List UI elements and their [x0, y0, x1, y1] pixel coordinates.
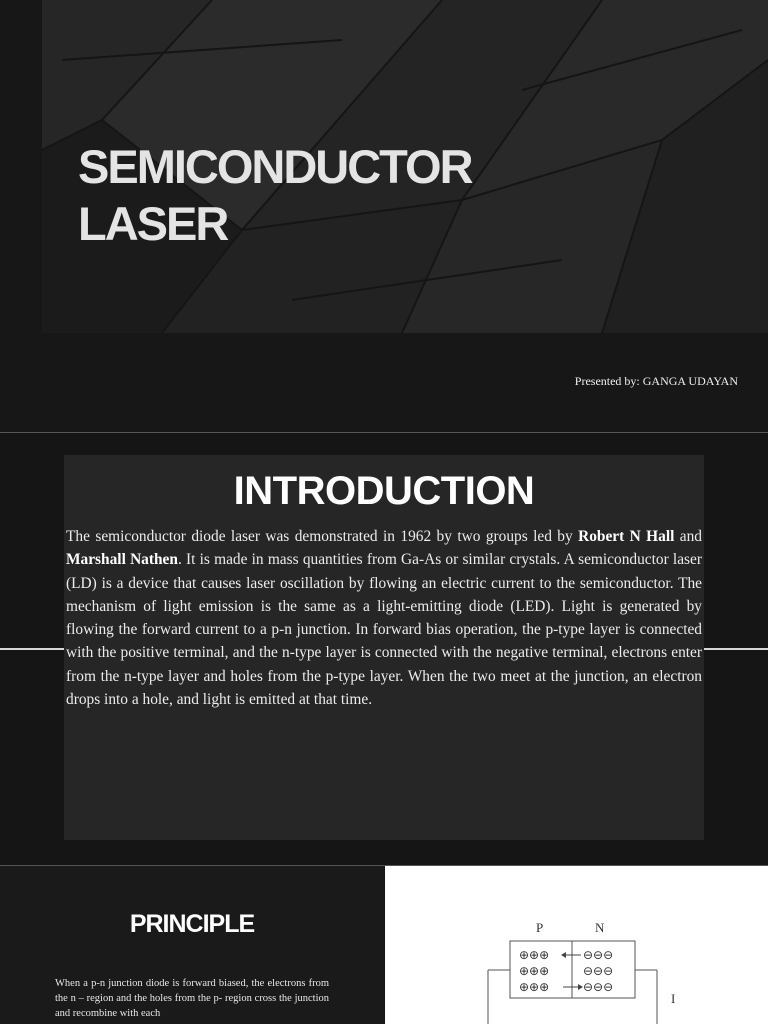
intro-text-start: The semiconductor diode laser was demonstrated in 1962 by two groups led by: [66, 528, 579, 545]
decorative-line-left: [0, 648, 64, 650]
pn-junction-diagram: [385, 866, 768, 1024]
presentation-title: SEMICONDUCTOR LASER: [78, 140, 472, 250]
holes-row-2: ⊕⊕⊕: [519, 964, 550, 978]
name-robert-hall: Robert N Hall: [578, 528, 675, 545]
introduction-heading: INTRODUCTION: [233, 469, 535, 513]
p-region-label: P: [536, 920, 544, 935]
principle-text-panel: [0, 866, 384, 1024]
introduction-slide: [0, 433, 768, 865]
introduction-panel: [64, 455, 704, 840]
electrons-row-3: ⊖⊖⊖: [583, 980, 614, 994]
introduction-paragraph: [66, 525, 702, 711]
title-slide: [0, 0, 768, 432]
decorative-line-right: [704, 648, 768, 650]
principle-paragraph: When a p-n junction diode is forward biased, the electrons from the n – region and the holes from the p- region cross the junction and recombine with each: [55, 978, 329, 1019]
holes-row-1: ⊕⊕⊕: [519, 948, 550, 962]
intro-text-rest: . It is made in mass quantities from Ga-As or similar crystals. A semiconductor laser (LD) is a device that causes laser oscillation by flowing an electric current to the semiconductor. The mechanism of light emission is the same as a light-emitting diode (LED). Light is generated by flowing the forward current to a p-n junction. In forward bias operation, the p-type layer is connected with the positive terminal, and the n-type layer is connected with the negative terminal, electrons enter from the n-type layer and holes from the p-type layer. When the two meet at the junction, an electron drops into a hole, and light is emitted at that time.: [66, 551, 702, 709]
pn-junction-diagram-panel: [385, 866, 768, 1024]
holes-row-3: ⊕⊕⊕: [519, 980, 550, 994]
principle-heading: PRINCIPLE: [129, 910, 255, 938]
n-region-label: N: [595, 920, 605, 935]
electrons-row-2: ⊖⊖⊖: [583, 964, 614, 978]
electrons-row-1: ⊖⊖⊖: [583, 948, 614, 962]
hole-flow-arrow-icon: [563, 984, 583, 990]
electron-flow-arrow-icon: [561, 952, 581, 958]
presenter-credit: Presented by: GANGA UDAYAN: [574, 374, 738, 388]
current-label: I: [671, 991, 676, 1006]
intro-text-and: and: [674, 528, 702, 545]
principle-slide: [0, 866, 768, 1024]
name-marshall-nathen: Marshall Nathen: [66, 551, 178, 569]
